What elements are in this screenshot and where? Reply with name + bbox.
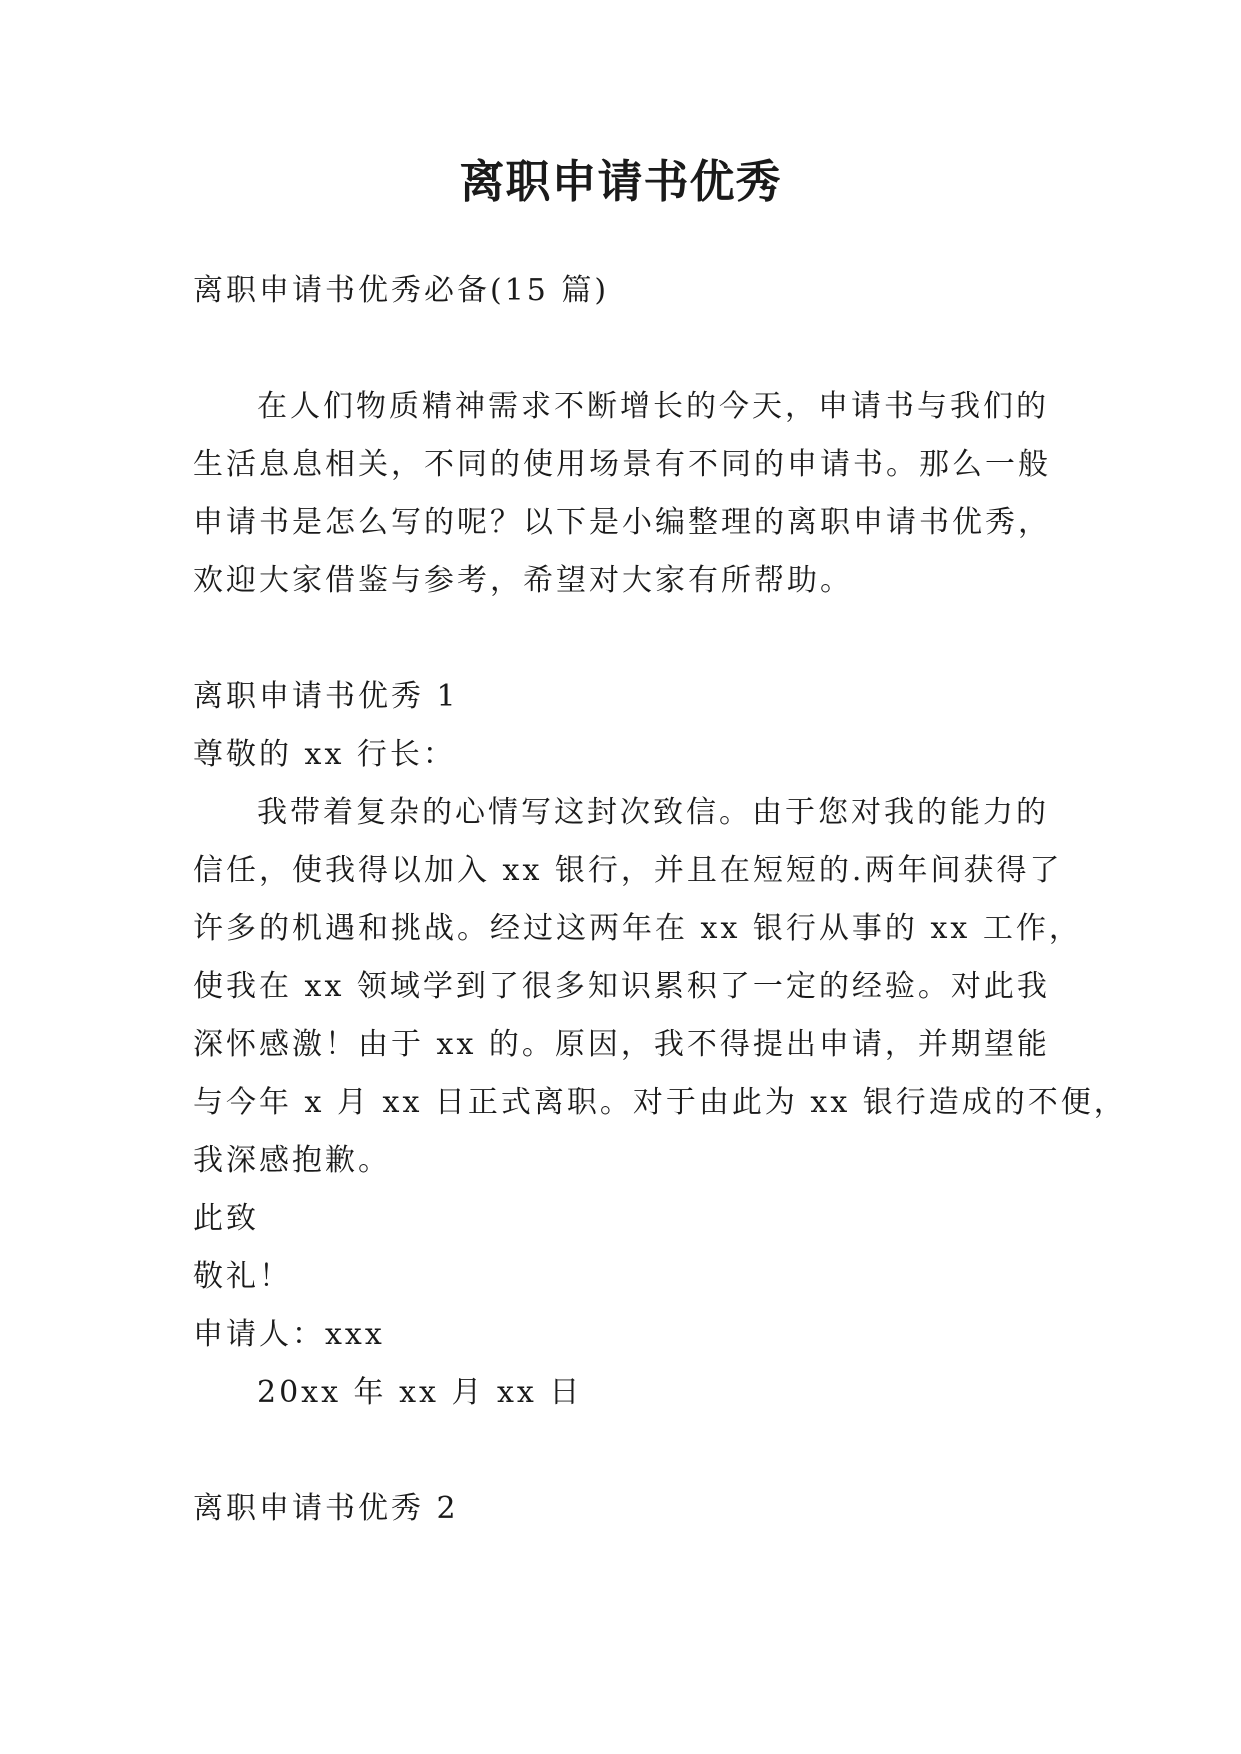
letter-body-paragraph (193, 784, 1127, 1190)
letter-line: 我带着复杂的心情写这封次致信。由于您对我的能力的 (257, 795, 1049, 830)
letter-line: 许多的机遇和挑战。经过这两年在 xx 银行从事的 xx 工作， (193, 911, 1082, 946)
letter-salutation: 尊敬的 xx 行长： (193, 737, 456, 772)
letter-closing-2: 敬礼！ (193, 1259, 292, 1294)
letter-line: 我深感抱歉。 (193, 1143, 391, 1178)
letter-line: 深怀感激！由于 xx 的。原因，我不得提出申请，并期望能 (193, 1027, 1050, 1062)
spacer (193, 320, 1063, 378)
document-subtitle: 离职申请书优秀必备(15 篇) (193, 273, 610, 308)
spacer (193, 610, 1063, 668)
spacer (193, 1422, 1063, 1480)
section-heading-2: 离职申请书优秀 2 (193, 1491, 459, 1526)
intro-line: 欢迎大家借鉴与参考，希望对大家有所帮助。 (193, 563, 853, 598)
letter-line: 与今年 x 月 xx 日正式离职。对于由此为 xx 银行造成的不便， (193, 1085, 1127, 1120)
letter-applicant: 申请人：xxx (193, 1317, 385, 1352)
intro-line: 生活息息相关，不同的使用场景有不同的申请书。那么一般 (193, 447, 1051, 482)
intro-line: 在人们物质精神需求不断增长的今天，申请书与我们的 (257, 389, 1049, 424)
letter-line: 信任，使我得以加入 xx 银行，并且在短短的.两年间获得了 (193, 853, 1063, 888)
document-title: 离职申请书优秀 (459, 155, 782, 208)
section-heading-1: 离职申请书优秀 1 (193, 679, 459, 714)
letter-line: 使我在 xx 领域学到了很多知识累积了一定的经验。对此我 (193, 969, 1050, 1004)
intro-line: 申请书是怎么写的呢？以下是小编整理的离职申请书优秀， (193, 505, 1051, 540)
letter-date: 20xx 年 xx 月 xx 日 (257, 1375, 583, 1410)
letter-closing-1: 此致 (193, 1201, 259, 1236)
intro-paragraph (193, 378, 1063, 610)
document-body (193, 262, 1127, 1538)
